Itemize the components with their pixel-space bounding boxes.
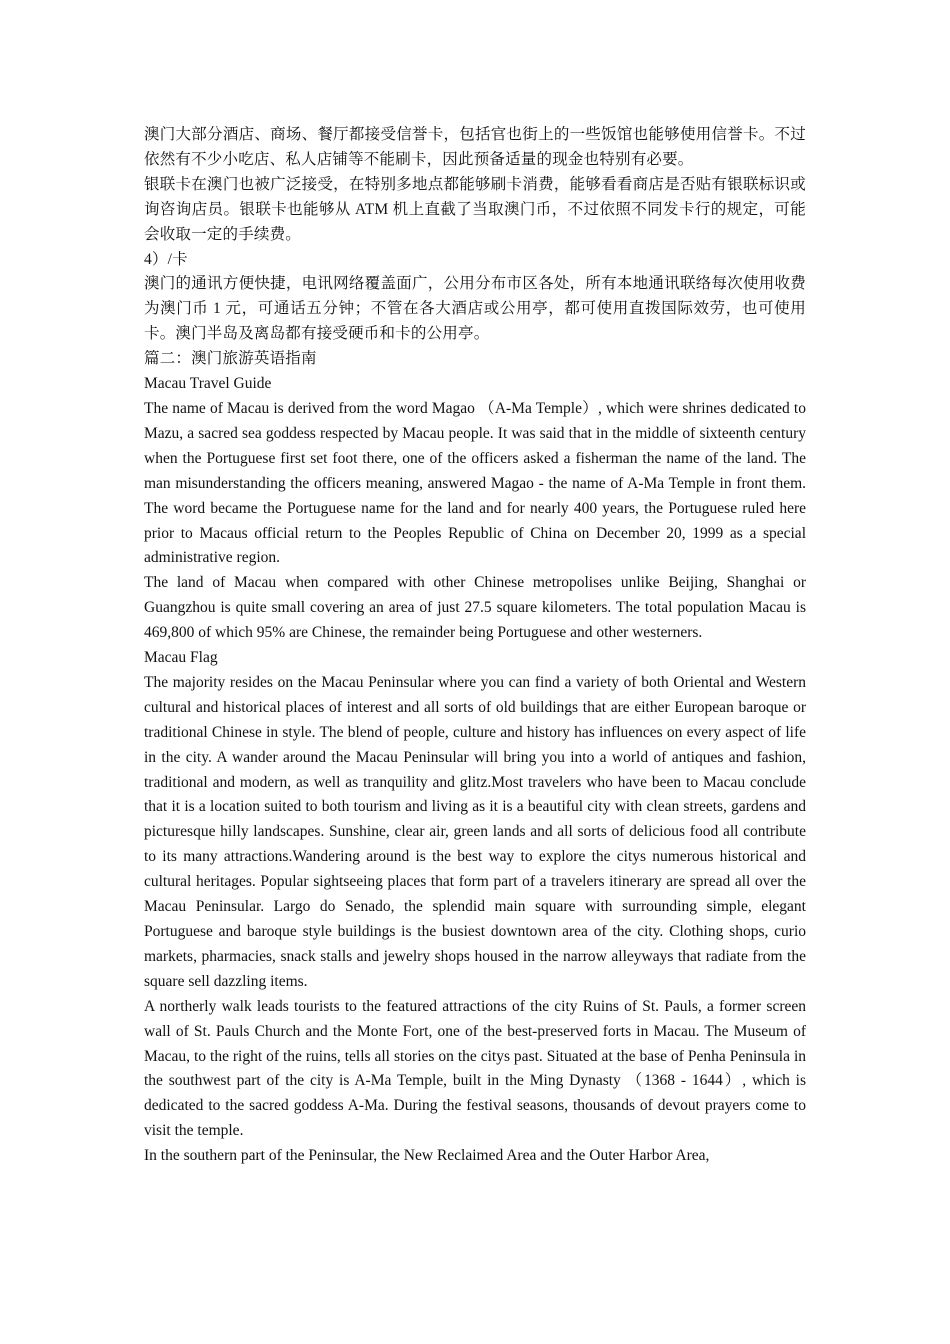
paragraph-northerly-walk: A northerly walk leads tourists to the featured attractions of the city Ruins of St. Pauls, a former screen wall of St. Pauls Church and the Monte Fort, one of the best-preserved forts in Macau. The Museum of Macau, to the right of the ruins, tells all stories on the citys past. Situated at the base of Penha Peninsula in the southwest part of the city is A-Ma Temple, built in the Ming Dynasty （1368 - 1644）, which is dedicated to the sacred goddess A-Ma. During the festival seasons, thousands of devout prayers come to visit the temple. — [144, 997, 806, 1140]
subheading-macau-flag: Macau Flag — [144, 649, 218, 667]
paragraph-peninsular: The majority resides on the Macau Peninsular where you can find a variety of both Oriental and Western cultural and historical places of interest and all sorts of old buildings that are either European baroque or traditional Chinese in style. The blend of people, culture and history has influences on every aspect of life in the city. A wander around the Macau Peninsular will bring you into a world of antiques and fashion, traditional and modern, as well as tranquility and glitz.Most travelers who have been to Macau conclude that it is a location suited to both tourism and living as it is a beautiful city with clean streets, gardens and picturesque hilly landscapes. Sunshine, clear air, green lands and all sorts of delicious food all contribute to its many attractions.Wandering around is the best way to explore the citys numerous historical and cultural heritages. Popular sightseeing places that form part of a travelers itinerary are spread all over the Macau Peninsular. Largo do Senado, the splendid main square with surrounding simple, elegant Portuguese and baroque style buildings is the busiest downtown area of the city. Clothing shops, curio markets, pharmacies, snack stalls and jewelry shops housed in the narrow alleyways that radiate from the square sell dazzling items. — [144, 673, 806, 990]
paragraph-southern-part: In the southern part of the Peninsular, the New Reclaimed Area and the Outer Harbor Area, — [144, 1147, 710, 1165]
paragraph-name-origin: The name of Macau is derived from the word Magao （A-Ma Temple）, which were shrines dedicated to Mazu, a sacred sea goddess respected by Macau people. It was said that in the middle of sixteenth century when the Portuguese first set foot there, one of the officers asked a fisherman the name of the land. The man misunderstanding the officers meaning, answered Magao - the name of A-Ma Temple in front them. The word became the Portuguese name for the land and for nearly 400 years, the Portuguese ruled here prior to Macaus official return to the Peoples Republic of China on December 20, 1999 as a special administrative region. — [144, 399, 806, 567]
paragraph-land-population: The land of Macau when compared with other Chinese metropolises unlike Beijing, Shanghai or Guangzhou is quite small covering an area of just 27.5 square kilometers. The total population Macau is 469,800 of which 95% are Chinese, the remainder being Portuguese and other westerners. — [144, 574, 806, 642]
document-page — [144, 123, 806, 1169]
paragraph-telecom: 澳门的通讯方便快捷，电讯网络覆盖面广，公用分布市区各处，所有本地通讯联络每次使用收费为澳门币 1 元，可通话五分钟；不管在各大酒店或公用亭，都可使用直拨国际效劳，也可使用卡。澳门半岛及离岛都有接受硬币和卡的公用亭。 — [144, 275, 806, 343]
article-heading: 篇二：澳门旅游英语指南 — [144, 350, 317, 368]
paragraph-unionpay: 银联卡在澳门也被广泛接受，在特别多地点都能够刷卡消费，能够看看商店是否贴有银联标识或询咨询店员。银联卡也能够从 ATM 机上直截了当取澳门币，不过依照不同发卡行的规定，可能会收取一定的手续费。 — [144, 175, 806, 243]
paragraph-credit-cards: 澳门大部分酒店、商场、餐厅都接受信誉卡，包括官也街上的一些饭馆也能够使用信誉卡。不过依然有不少小吃店、私人店铺等不能刷卡，因此预备适量的现金也特别有必要。 — [144, 126, 806, 168]
section-heading-phone-card: 4）/卡 — [144, 250, 188, 268]
article-title: Macau Travel Guide — [144, 375, 272, 393]
